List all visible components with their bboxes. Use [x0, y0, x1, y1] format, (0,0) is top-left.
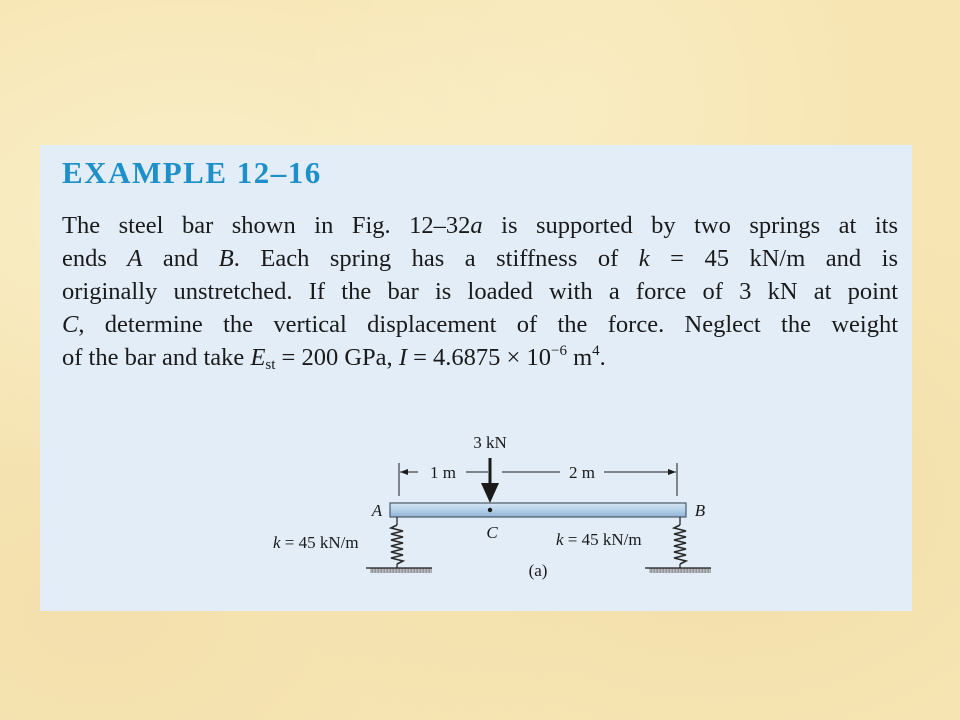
- text-run: and: [142, 245, 219, 272]
- figure-caption: (a): [528, 561, 548, 580]
- text-run: m: [566, 344, 593, 371]
- spring-right: [674, 517, 686, 568]
- text-run: C: [62, 311, 79, 338]
- text-run: B: [218, 245, 234, 272]
- ground-right-hatch: [649, 568, 711, 573]
- problem-line-5: [62, 341, 898, 374]
- dimension-label-left: 1 m: [430, 463, 456, 482]
- spring-right-k: k: [556, 530, 564, 549]
- text-run: The steel bar shown in Fig. 12–32: [62, 212, 471, 239]
- text-run: = 200 GPa,: [275, 344, 399, 371]
- problem-statement: [62, 209, 898, 374]
- text-run: st: [265, 357, 276, 373]
- spring-right-label: [556, 530, 642, 549]
- problem-line-1: [62, 209, 898, 242]
- text-run: 4: [592, 343, 600, 359]
- text-run: E: [250, 344, 266, 371]
- spring-right-value: = 45 kN/m: [563, 530, 642, 549]
- text-run: ends: [62, 245, 128, 272]
- text-run: .: [599, 344, 606, 371]
- text-run: = 4.6875 × 10: [406, 344, 551, 371]
- text-run: = 45 kN/m and is: [649, 245, 899, 272]
- problem-line-4: [62, 308, 898, 341]
- spring-left: [391, 517, 403, 568]
- text-run: . Each spring has a stiffness of: [233, 245, 639, 272]
- text-run: k: [638, 245, 650, 272]
- text-run: of the bar and take: [62, 344, 251, 371]
- point-a-label: A: [371, 501, 383, 520]
- ground-left-hatch: [370, 568, 432, 573]
- spring-left-k: k: [273, 533, 281, 552]
- force-label: 3 kN: [473, 433, 507, 452]
- steel-bar: [390, 503, 686, 517]
- text-run: −6: [551, 343, 567, 359]
- point-c-label: C: [486, 523, 498, 542]
- point-b-label: B: [694, 501, 706, 520]
- force-arrow-head: [481, 483, 499, 503]
- problem-line-2: [62, 242, 898, 275]
- dimension-label-right: 2 m: [569, 463, 595, 482]
- text-run: is supported by two springs at its: [482, 212, 898, 239]
- text-run: A: [127, 245, 143, 272]
- text-run: a: [470, 212, 483, 239]
- spring-left-label: [273, 533, 359, 552]
- text-run: , determine the vertical displacement of the force. Neglect the weight: [78, 311, 898, 338]
- text-run: I: [398, 344, 407, 371]
- point-c-marker: [488, 508, 492, 512]
- example-panel: [40, 145, 912, 611]
- example-title: EXAMPLE 12–16: [62, 155, 322, 190]
- problem-line-3: originally unstretched. If the bar is loaded with a force of 3 kN at point: [62, 278, 898, 305]
- spring-left-value: = 45 kN/m: [280, 533, 359, 552]
